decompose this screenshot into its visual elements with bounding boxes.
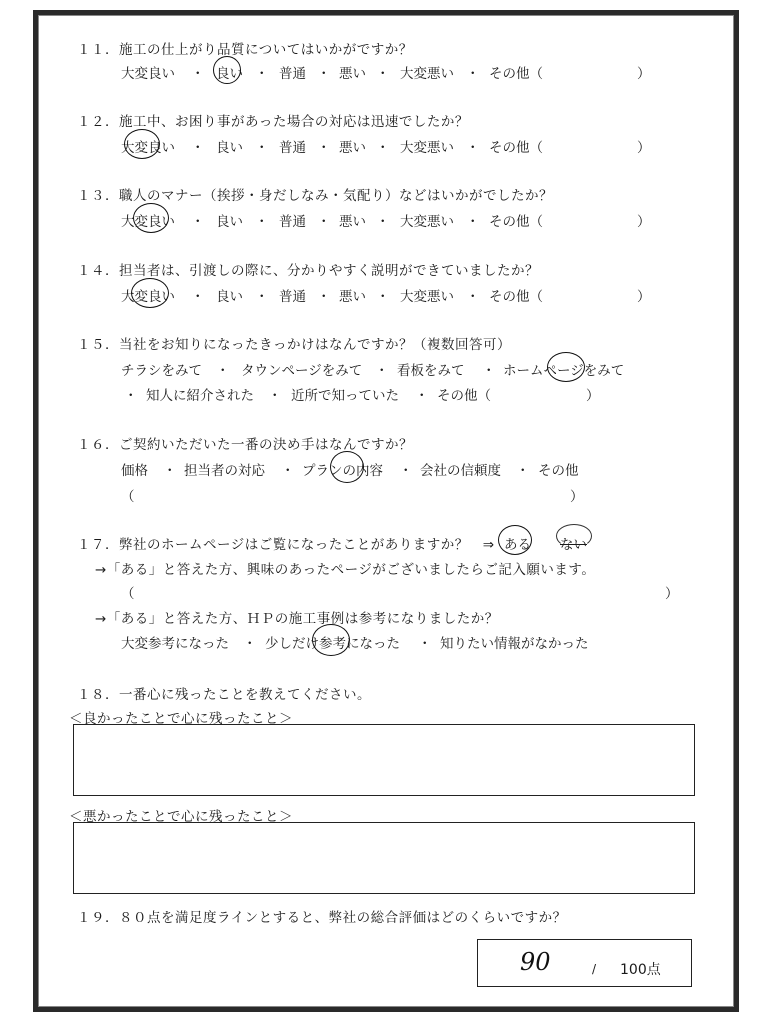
q13-option-3[interactable]: 普通 [279, 214, 306, 230]
q17-open-paren: （ [121, 586, 135, 602]
separator: ・ [418, 636, 432, 652]
q17-option-no[interactable]: ない [560, 537, 587, 553]
q16-option-trust[interactable]: 会社の信頼度 [420, 463, 501, 479]
q15-answer-circle [547, 352, 585, 382]
q15-option-townpage[interactable]: タウンページをみて [241, 363, 363, 379]
q11-answer-circle [213, 56, 241, 84]
q14-option-1[interactable]: 大変良い [121, 289, 175, 305]
separator: ・ [191, 289, 205, 305]
separator: ・ [216, 363, 230, 379]
q14-close-paren: ） [637, 289, 651, 305]
q12-option-1[interactable]: 大変良い [121, 140, 175, 156]
q15-option-homepage[interactable]: ホームページをみて [503, 363, 625, 379]
separator: ・ [466, 289, 480, 305]
q11-option-4[interactable]: 悪い [339, 66, 366, 82]
separator: ・ [255, 140, 269, 156]
q13-option-2[interactable]: 良い [216, 214, 243, 230]
q19-question: １９．８０点を満足度ラインとすると、弊社の総合評価はどのくらいですか？ [77, 910, 567, 926]
q17-sub2: →「ある」と答えた方、ＨＰの施工事例は参考になりましたか？ [95, 611, 499, 627]
separator: ・ [317, 214, 331, 230]
q17-option-helpful[interactable]: 大変参考になった [121, 636, 229, 652]
separator: ・ [376, 289, 390, 305]
separator: ・ [415, 388, 429, 404]
separator: ・ [466, 66, 480, 82]
q16-option-staff[interactable]: 担当者の対応 [184, 463, 265, 479]
q13-answer-circle [133, 203, 169, 233]
q12-option-4[interactable]: 悪い [339, 140, 366, 156]
q12-question: １２．施工中、お困り事があった場合の対応は迅速でしたか？ [77, 114, 469, 130]
separator: ・ [376, 214, 390, 230]
q17-close-paren: ） [665, 586, 679, 602]
q14-option-6[interactable]: その他（ [489, 289, 543, 305]
separator: ・ [255, 66, 269, 82]
q17-sub2-answer-circle [312, 624, 350, 656]
q13-close-paren: ） [637, 214, 651, 230]
q16-question: １６．ご契約いただいた一番の決め手はなんですか？ [77, 437, 413, 453]
q18-good-textbox[interactable] [73, 724, 695, 796]
q18-bad-textbox[interactable] [73, 822, 695, 894]
q19-max-score: 100点 [620, 962, 661, 978]
q13-question: １３．職人のマナー（挨拶・身だしなみ・気配り）などはいかがでしたか？ [77, 188, 553, 204]
q13-option-6[interactable]: その他（ [489, 214, 543, 230]
q11-close-paren: ） [637, 66, 651, 82]
q11-option-1[interactable]: 大変良い [121, 66, 175, 82]
separator: ・ [281, 463, 295, 479]
q12-option-2[interactable]: 良い [216, 140, 243, 156]
q19-slash: / [592, 962, 597, 976]
separator: ・ [375, 363, 389, 379]
separator: ・ [376, 140, 390, 156]
q17-option-not-found[interactable]: 知りたい情報がなかった [440, 636, 589, 652]
q13-option-4[interactable]: 悪い [339, 214, 366, 230]
separator: ・ [466, 140, 480, 156]
separator: ・ [482, 363, 496, 379]
separator: ・ [376, 66, 390, 82]
q11-option-5[interactable]: 大変悪い [400, 66, 454, 82]
separator: ・ [191, 140, 205, 156]
q11-option-6[interactable]: その他（ [489, 66, 543, 82]
q12-answer-circle [124, 129, 160, 159]
q17-sub1: →「ある」と答えた方、興味のあったページがございましたらご記入願います。 [95, 562, 596, 578]
q17-question: １７．弊社のホームページはご覧になったことがありますか？ ⇒ [77, 537, 495, 553]
q14-option-2[interactable]: 良い [216, 289, 243, 305]
separator: ・ [268, 388, 282, 404]
q18-bad-label: ＜悪かったことで心に残ったこと＞ [69, 809, 293, 825]
q17-option-somewhat[interactable]: 少しだけ参考になった [265, 636, 400, 652]
q14-option-3[interactable]: 普通 [279, 289, 306, 305]
q17-strike-mark [556, 524, 592, 548]
separator: ・ [163, 463, 177, 479]
q13-option-5[interactable]: 大変悪い [400, 214, 454, 230]
q16-option-price[interactable]: 価格 [121, 463, 148, 479]
q15-option-flyer[interactable]: チラシをみて [121, 363, 202, 379]
q11-option-2[interactable]: 良い [216, 66, 243, 82]
q12-option-6[interactable]: その他（ [489, 140, 543, 156]
q16-option-other[interactable]: その他 [538, 463, 579, 479]
separator: ・ [191, 66, 205, 82]
q14-answer-circle [131, 278, 169, 308]
q14-option-4[interactable]: 悪い [339, 289, 366, 305]
separator: ・ [124, 388, 138, 404]
q18-question: １８．一番心に残ったことを教えてください。 [77, 687, 371, 703]
q17-answer-circle [498, 525, 532, 555]
q16-option-plan[interactable]: プランの内容 [302, 463, 383, 479]
q13-option-1[interactable]: 大変良い [121, 214, 175, 230]
separator: ・ [317, 289, 331, 305]
q16-answer-circle [330, 451, 364, 483]
q17-option-yes[interactable]: ある [504, 537, 531, 553]
separator: ・ [191, 214, 205, 230]
q11-option-3[interactable]: 普通 [279, 66, 306, 82]
q19-score-value: 90 [520, 948, 551, 976]
q12-option-3[interactable]: 普通 [279, 140, 306, 156]
q16-close-paren: ） [570, 489, 584, 505]
separator: ・ [243, 636, 257, 652]
q11-question: １１．施工の仕上がり品質についてはいかがですか？ [77, 42, 413, 58]
q12-option-5[interactable]: 大変悪い [400, 140, 454, 156]
separator: ・ [466, 214, 480, 230]
q15-option-referral[interactable]: 知人に紹介された [146, 388, 254, 404]
q14-question: １４．担当者は、引渡しの際に、分かりやすく説明ができていましたか？ [77, 263, 539, 279]
q15-close-paren: ） [586, 388, 600, 404]
separator: ・ [516, 463, 530, 479]
q15-option-nearby[interactable]: 近所で知っていた [291, 388, 399, 404]
q16-open-paren: （ [121, 489, 135, 505]
q14-option-5[interactable]: 大変悪い [400, 289, 454, 305]
separator: ・ [255, 289, 269, 305]
q12-close-paren: ） [637, 140, 651, 156]
q18-good-label: ＜良かったことで心に残ったこと＞ [69, 711, 293, 727]
separator: ・ [399, 463, 413, 479]
q15-question: １５．当社をお知りになったきっかけはなんですか？（複数回答可） [77, 337, 511, 353]
q15-option-signboard[interactable]: 看板をみて [397, 363, 465, 379]
q15-option-other[interactable]: その他（ [437, 388, 491, 404]
separator: ・ [317, 66, 331, 82]
separator: ・ [255, 214, 269, 230]
separator: ・ [317, 140, 331, 156]
